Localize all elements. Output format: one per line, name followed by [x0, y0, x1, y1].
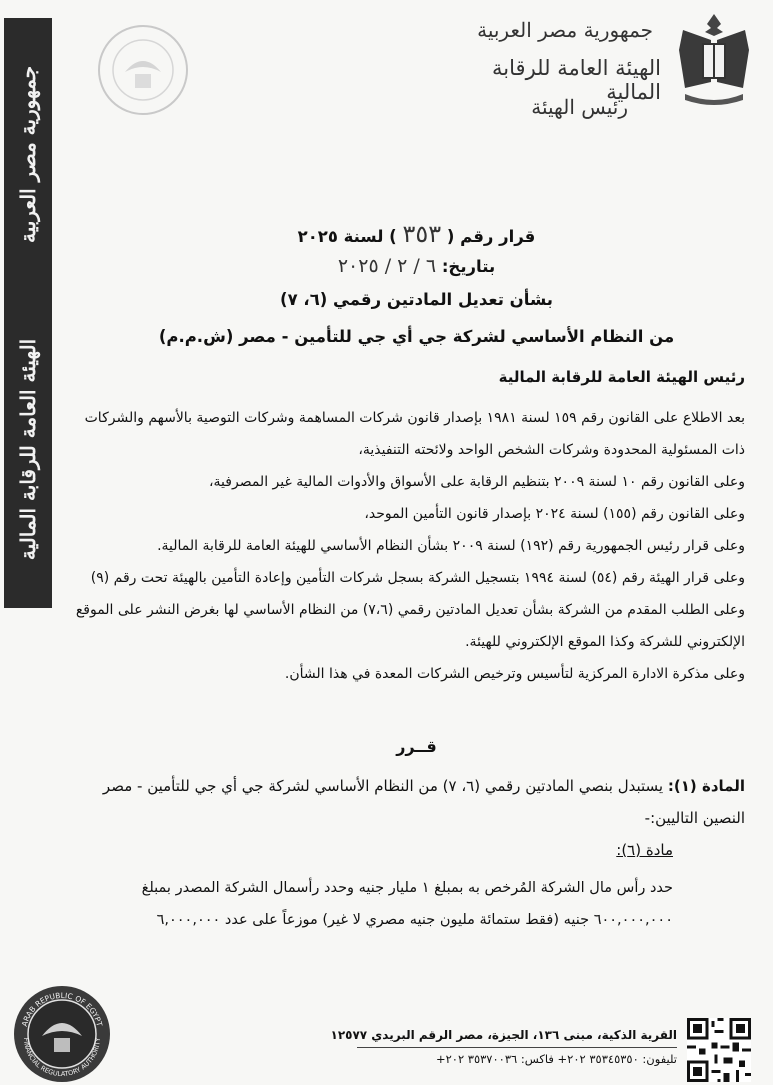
- preamble: [70, 402, 745, 690]
- seal-bottom-text: FINANCIAL REGULATORY AUTHORITY: [21, 1037, 103, 1079]
- sidebar-line-authority: الهيئة العامة للرقابة المالية: [16, 338, 40, 561]
- date-label: بتاريخ:: [441, 257, 496, 276]
- qr-code-icon[interactable]: [687, 1018, 751, 1082]
- preamble-paragraph: وعلى الطلب المقدم من الشركة بشأن تعديل المادتين رقمي (٧،٦) من النظام الأساسي لها بغرض النشر على الموقع الإلكتروني للشركة وكذا الموقع الإلكتروني للهيئة.: [75, 602, 745, 650]
- issuer-line: رئيس الهيئة العامة للرقابة المالية: [498, 368, 745, 386]
- footer-divider: [357, 1047, 677, 1048]
- decision-prefix: قرار رقم (: [446, 227, 536, 246]
- footer-address: القرية الذكية، مبنى ١٣٦، الجيزة، مصر الرقم البريدي ١٢٥٧٧: [330, 1028, 677, 1042]
- decision-number: ٣٥٣: [402, 220, 442, 248]
- subject-line-2: من النظام الأساسي لشركة جي أي جي للتأمين - مصر (ش.م.م): [158, 327, 675, 346]
- date-value: ٦ / ٢ / ٢٠٢٥: [337, 255, 437, 277]
- preamble-paragraph: وعلى القانون رقم (١٥٥) لسنة ٢٠٢٤ بإصدار قانون التأمين الموحد،: [364, 506, 745, 522]
- article-6-heading: مادة (٦):: [616, 841, 673, 859]
- article-6-body: حدد رأس مال الشركة المُرخص به بمبلغ ١ مليار جنيه وحدد رأسمال الشركة المصدر بمبلغ ٦٠٠,٠٠٠,٠٠٠ جنيه (فقط ستمائة مليون جنيه مصري لا غير) موزعاً على عدد ٦,٠٠٠,٠٠٠: [141, 880, 673, 928]
- article-1: [62, 770, 745, 866]
- decision-suffix: ) لسنة ٢٠٢٥: [297, 227, 397, 246]
- decision-date-line: [80, 255, 753, 277]
- footer-phones: تليفون: ٣٥٣٤٥٣٥٠ ٢٠٢+ فاكس: ٣٥٣٧٠٠٣٦ ٢٠٢+: [435, 1052, 677, 1066]
- letterhead: [433, 10, 753, 130]
- vertical-sidebar-banner: [4, 18, 52, 608]
- article-1-heading: المادة (١):: [667, 777, 745, 795]
- article-6-text: [68, 872, 673, 936]
- footer: [0, 990, 773, 1085]
- preamble-paragraph: وعلى مذكرة الادارة المركزية لتأسيس وترخيص الشركات المعدة في هذا الشأن.: [284, 666, 745, 682]
- header-chairman: رئيس الهيئة: [531, 95, 628, 119]
- preamble-paragraph: وعلى قرار رئيس الجمهورية رقم (١٩٢) لسنة ٢٠٠٩ بشأن النظام الأساسي للهيئة العامة للرقابة المالية.: [157, 538, 745, 554]
- authority-watermark-seal: [95, 22, 191, 118]
- preamble-paragraph: بعد الاطلاع على القانون رقم ١٥٩ لسنة ١٩٨١ بإصدار قانون شركات المساهمة وشركات التوصية بالأسهم والشركات ذات المسئولية المحدودة وشركات الشخص الواحد ولائحته التنفيذية،: [84, 410, 745, 458]
- subject-line-1: بشأن تعديل المادتين رقمي (٦، ٧): [280, 290, 553, 309]
- eagle-emblem-icon: [675, 10, 753, 110]
- decided-heading: قــرر: [396, 737, 437, 756]
- article-1-body: يستبدل بنصي المادتين رقمي (٦، ٧) من النظام الأساسي لشركة جي أي جي للتأمين - مصر النصين التاليين:-: [102, 777, 745, 827]
- header-republic: جمهورية مصر العربية: [477, 18, 653, 42]
- preamble-paragraph: وعلى قرار الهيئة رقم (٥٤) لسنة ١٩٩٤ بتسجيل الشركة بسجل شركات التأمين وإعادة التأمين بالهيئة تحت رقم (٩): [90, 570, 745, 586]
- header-authority: الهيئة العامة للرقابة المالية: [492, 56, 661, 104]
- authority-seal-icon: [12, 984, 112, 1084]
- decision-number-line: [80, 220, 753, 248]
- sidebar-line-republic: جمهورية مصر العربية: [16, 65, 40, 244]
- seal-top-text: ARAB REPUBLIC OF EGYPT: [19, 990, 105, 1028]
- preamble-paragraph: وعلى القانون رقم ١٠ لسنة ٢٠٠٩ بتنظيم الرقابة على الأسواق والأدوات المالية غير المصرفية،: [209, 474, 745, 490]
